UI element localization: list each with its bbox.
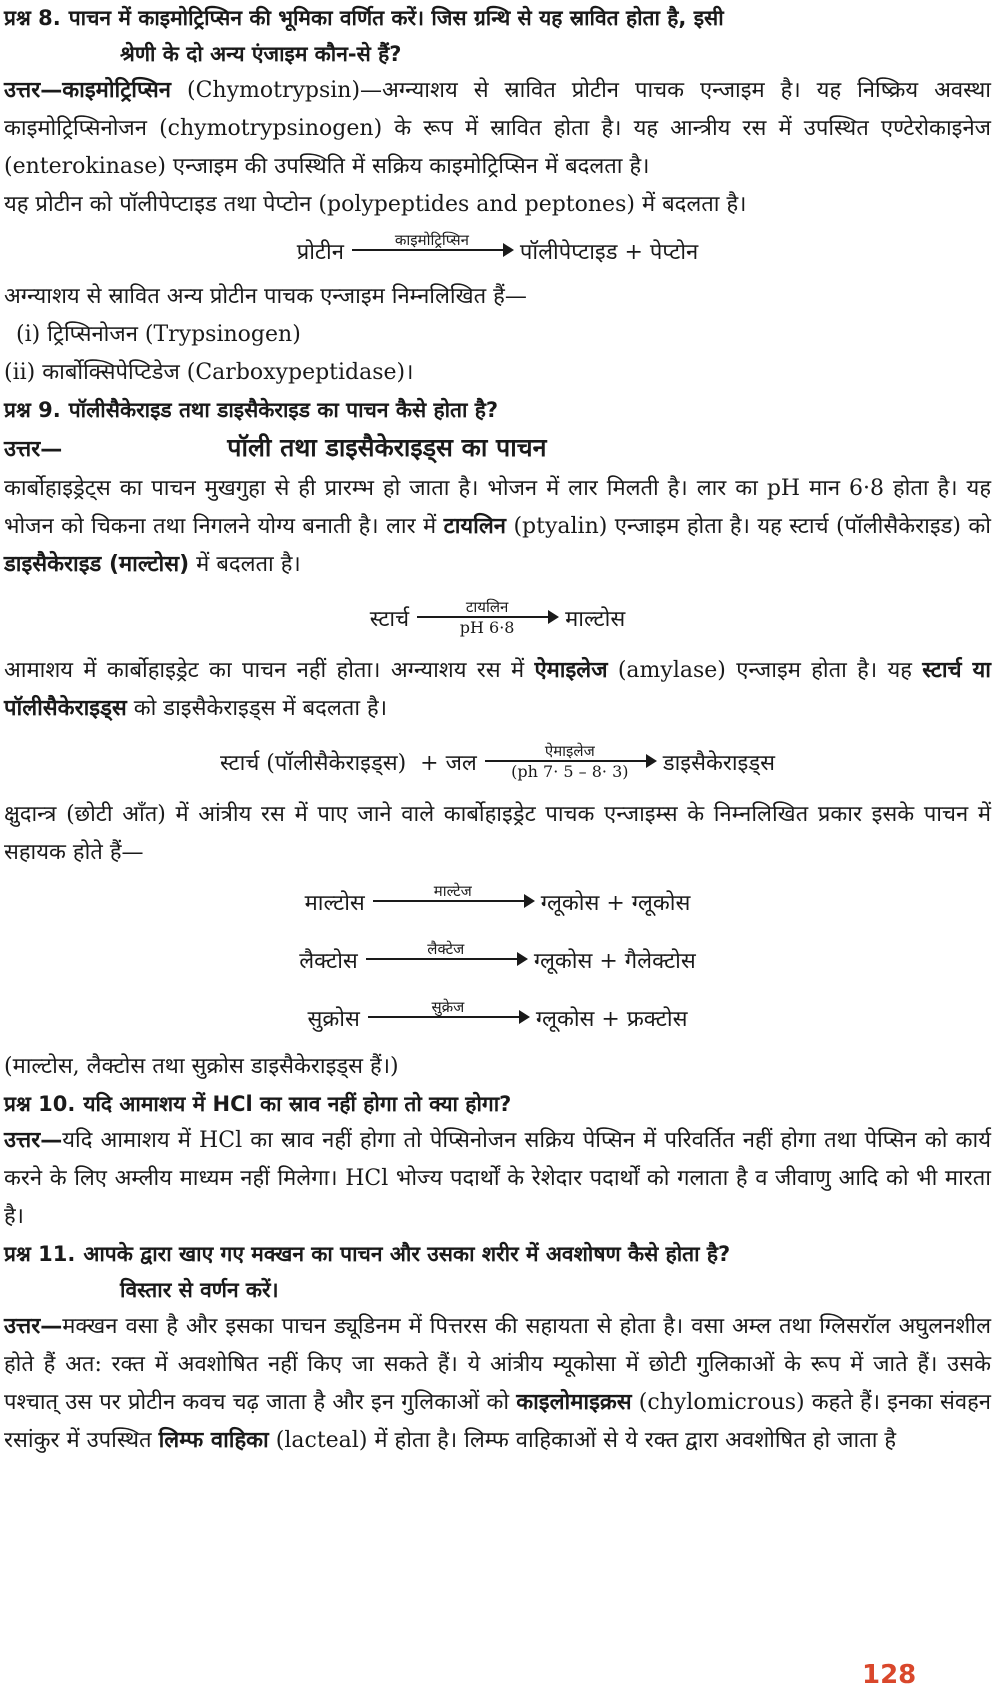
question-11-label: प्रश्न 11. bbox=[4, 1242, 76, 1266]
arrow-line bbox=[485, 760, 655, 762]
answer-9-title: पॉली तथा डाइसैकेराइड्स का पाचन bbox=[227, 433, 547, 462]
arrow-line bbox=[368, 1016, 528, 1018]
equation-right: ग्लूकोस + फ्रक्टोस bbox=[535, 1007, 688, 1032]
equation-protein-left: प्रोटीन bbox=[296, 240, 344, 265]
arrow-line bbox=[352, 249, 512, 251]
question-11-heading bbox=[4, 1236, 991, 1308]
arrow-line bbox=[417, 616, 557, 618]
equation-condition: pH 6·8 bbox=[459, 618, 515, 637]
equation-left: स्टार्च bbox=[369, 607, 410, 632]
question-9-heading bbox=[4, 392, 991, 428]
equation-left: लैक्टोस bbox=[299, 949, 358, 974]
text-run: (amylase) एन्जाइम होता है। यह bbox=[607, 658, 923, 683]
question-8-text-line2: श्रेणी के दो अन्य एंजाइम कौन-से हैं? bbox=[120, 42, 402, 66]
bold-term: लिम्फ वाहिका bbox=[158, 1428, 269, 1453]
answer-8-paragraph-2: यह प्रोटीन को पॉलीपेप्टाइड तथा पेप्टोन (polypeptides and peptones) में बदलता है। bbox=[4, 192, 747, 217]
arrow-line bbox=[366, 958, 526, 960]
text-run: मक्खन वसा है और इसका पाचन ड्यूडिनम में पित्तरस की सहायता से होता है। वसा अम्ल तथा ग्लिसरॉल अघुलनशील होते हैं अत: रक्त में अवशोषित नहीं किए जा सकते हैं। ये आंत्रीय म्यूकोसा में छोटी गुलिकाओं के रूप में जाते हैं। उसके पश्चात् उस पर प्रोटीन कवच चढ़ जाता है और इन गुलिकाओं को bbox=[4, 1314, 991, 1415]
answer-9-paragraph-1 bbox=[4, 470, 991, 584]
equation-right: डाइसैकेराइड्स bbox=[662, 751, 776, 776]
page-content bbox=[4, 0, 991, 1460]
equation-left: स्टार्च (पॉलीसैकेराइड्स) + जल bbox=[219, 751, 477, 776]
bold-term: डाइसैकेराइड (माल्टोस) bbox=[4, 552, 190, 577]
question-8-text-line1: पाचन में काइमोट्रिप्सिन की भूमिका वर्णित करें। जिस ग्रन्थि से यह स्रावित होता है, इसी bbox=[68, 6, 724, 30]
question-10-label: प्रश्न 10. bbox=[4, 1092, 76, 1116]
question-11-text-line1: आपके द्वारा खाए गए मक्खन का पाचन और उसका शरीर में अवशोषण कैसे होता है? bbox=[83, 1242, 731, 1266]
reaction-arrow bbox=[485, 742, 655, 782]
bold-term: स्टार्च या पॉलीसैकेराइड्स bbox=[4, 658, 992, 721]
page-number: 128 bbox=[862, 1660, 917, 1690]
equation-protein-enzyme: काइमोट्रिप्सिन bbox=[394, 231, 469, 249]
reaction-arrow bbox=[417, 598, 557, 638]
question-9-text: पॉलीसैकेराइड तथा डाइसैकेराइड का पाचन कैसे होता है? bbox=[68, 398, 499, 422]
text-run: कार्बोहाइड्रेट्स का पाचन मुखगुहा से ही प्रारम्भ हो जाता है। भोजन में लार मिलती है। लार का pH मान 6·8 होता है। यह भोजन को चिकना तथा निगलने योग्य बनाती है। लार में bbox=[4, 476, 991, 539]
answer-8-paragraph bbox=[4, 72, 991, 186]
equation-right: माल्टोस bbox=[565, 607, 626, 632]
equation-enzyme: टायलिन bbox=[465, 598, 509, 616]
equation-enzyme: ऐमाइलेज bbox=[544, 742, 595, 760]
text-run: को डाइसैकेराइड्स में बदलता है। bbox=[126, 696, 388, 721]
question-8-label: प्रश्न 8. bbox=[4, 6, 61, 30]
answer-9-label: उत्तर— bbox=[4, 437, 63, 462]
text-run: आमाशय में कार्बोहाइड्रेट का पाचन नहीं होता। अग्न्याशय रस में bbox=[4, 658, 535, 683]
equation-left: माल्टोस bbox=[304, 891, 365, 916]
reaction-arrow bbox=[373, 882, 533, 922]
question-9-label: प्रश्न 9. bbox=[4, 398, 61, 422]
equation-enzyme: सुक्रेज bbox=[431, 998, 465, 1016]
equation-maltose bbox=[4, 874, 991, 930]
text-run: (lacteal) में होता है। लिम्फ वाहिकाओं से ये रक्त द्वारा अवशोषित हो जाता है bbox=[268, 1428, 897, 1453]
answer-8-term: काइमोट्रिप्सिन bbox=[62, 78, 171, 103]
list-item: (ii) कार्बोक्सिपेप्टिडेज (Carboxypeptidase)। bbox=[4, 360, 414, 385]
list-item: (i) ट्रिप्सिनोजन (Trypsinogen) bbox=[16, 322, 301, 347]
equation-starch-ptyalin bbox=[4, 586, 991, 650]
answer-10-text: यदि आमाशय में HCl का स्राव नहीं होगा तो पेप्सिनोजन सक्रिय पेप्सिन में परिवर्तित नहीं होगा तथा पेप्सिन को कार्य करने के लिए अम्लीय माध्यम नहीं मिलेगा। HCl भोज्य पदार्थों के रेशेदार पदार्थों को गलाता है व जीवाणु आदि को भी मारता है। bbox=[4, 1128, 991, 1229]
answer-9-paragraph-2 bbox=[4, 652, 991, 728]
equation-right: ग्लूकोस + ग्लूकोस bbox=[540, 891, 691, 916]
answer-9-paragraph-3: क्षुदान्त्र (छोटी आँत) में आंत्रीय रस में पाए जाने वाले कार्बोहाइड्रेट पाचक एन्जाइम्स के निम्नलिखित प्रकार इसके पाचन में सहायक होते हैं— bbox=[4, 802, 991, 865]
text-run: में बदलता है। bbox=[189, 552, 301, 577]
question-10-heading bbox=[4, 1086, 991, 1122]
equation-right: ग्लूकोस + गैलेक्टोस bbox=[533, 949, 696, 974]
answer-10-paragraph bbox=[4, 1122, 991, 1236]
equation-sucrose bbox=[4, 990, 991, 1046]
answer-8-paragraph-3: अग्न्याशय से स्रावित अन्य प्रोटीन पाचक एन्जाइम निम्नलिखित हैं— bbox=[4, 284, 527, 309]
reaction-arrow bbox=[352, 231, 512, 271]
answer-11-label: उत्तर— bbox=[4, 1314, 63, 1339]
question-11-text-line2: विस्तार से वर्णन करें। bbox=[120, 1278, 279, 1302]
equation-enzyme: माल्टेज bbox=[433, 882, 472, 900]
answer-8-label: उत्तर— bbox=[4, 78, 63, 103]
question-8-heading bbox=[4, 0, 991, 72]
bold-term: टायलिन bbox=[443, 514, 507, 539]
question-10-text: यदि आमाशय में HCl का स्राव नहीं होगा तो क्या होगा? bbox=[83, 1092, 512, 1116]
answer-9-title-row bbox=[4, 428, 991, 470]
arrow-line bbox=[373, 900, 533, 902]
answer-8-text: (Chymotrypsin)—अग्न्याशय से स्रावित प्रोटीन पाचक एन्जाइम है। यह निष्क्रिय अवस्था काइमोट्रिप्सिनोजन (chymotrypsinogen) के रूप में स्रावित होता है। यह आन्त्रीय रस में उपस्थित एण्टेरोकाइनेज (enterokinase) एन्जाइम की उपस्थिति में सक्रिय काइमोट्रिप्सिन में बदलता है। bbox=[4, 78, 991, 179]
equation-lactose bbox=[4, 932, 991, 988]
answer-10-label: उत्तर— bbox=[4, 1128, 63, 1153]
equation-condition: (ph 7· 5 – 8· 3) bbox=[511, 762, 629, 781]
text-run: (ptyalin) एन्जाइम होता है। यह स्टार्च (पॉलीसैकेराइड) को bbox=[506, 514, 991, 539]
answer-11-paragraph bbox=[4, 1308, 991, 1460]
equation-protein bbox=[4, 226, 991, 276]
equation-starch-amylase bbox=[4, 730, 991, 794]
equation-enzyme: लैक्टेज bbox=[427, 940, 465, 958]
reaction-arrow bbox=[366, 940, 526, 980]
text-run: (chylomicrous) कहते हैं। इनका संवहन रसांकुर में उपस्थित bbox=[4, 1390, 991, 1453]
bold-term: काइलोमाइक्रस bbox=[516, 1390, 632, 1415]
reaction-arrow bbox=[368, 998, 528, 1038]
equation-protein-right: पॉलीपेप्टाइड + पेप्टोन bbox=[519, 240, 699, 265]
answer-9-paragraph-4: (माल्टोस, लैक्टोस तथा सुक्रोस डाइसैकेराइड्स हैं।) bbox=[4, 1054, 399, 1079]
bold-term: ऐमाइलेज bbox=[534, 658, 608, 683]
equation-left: सुक्रोस bbox=[307, 1007, 360, 1032]
